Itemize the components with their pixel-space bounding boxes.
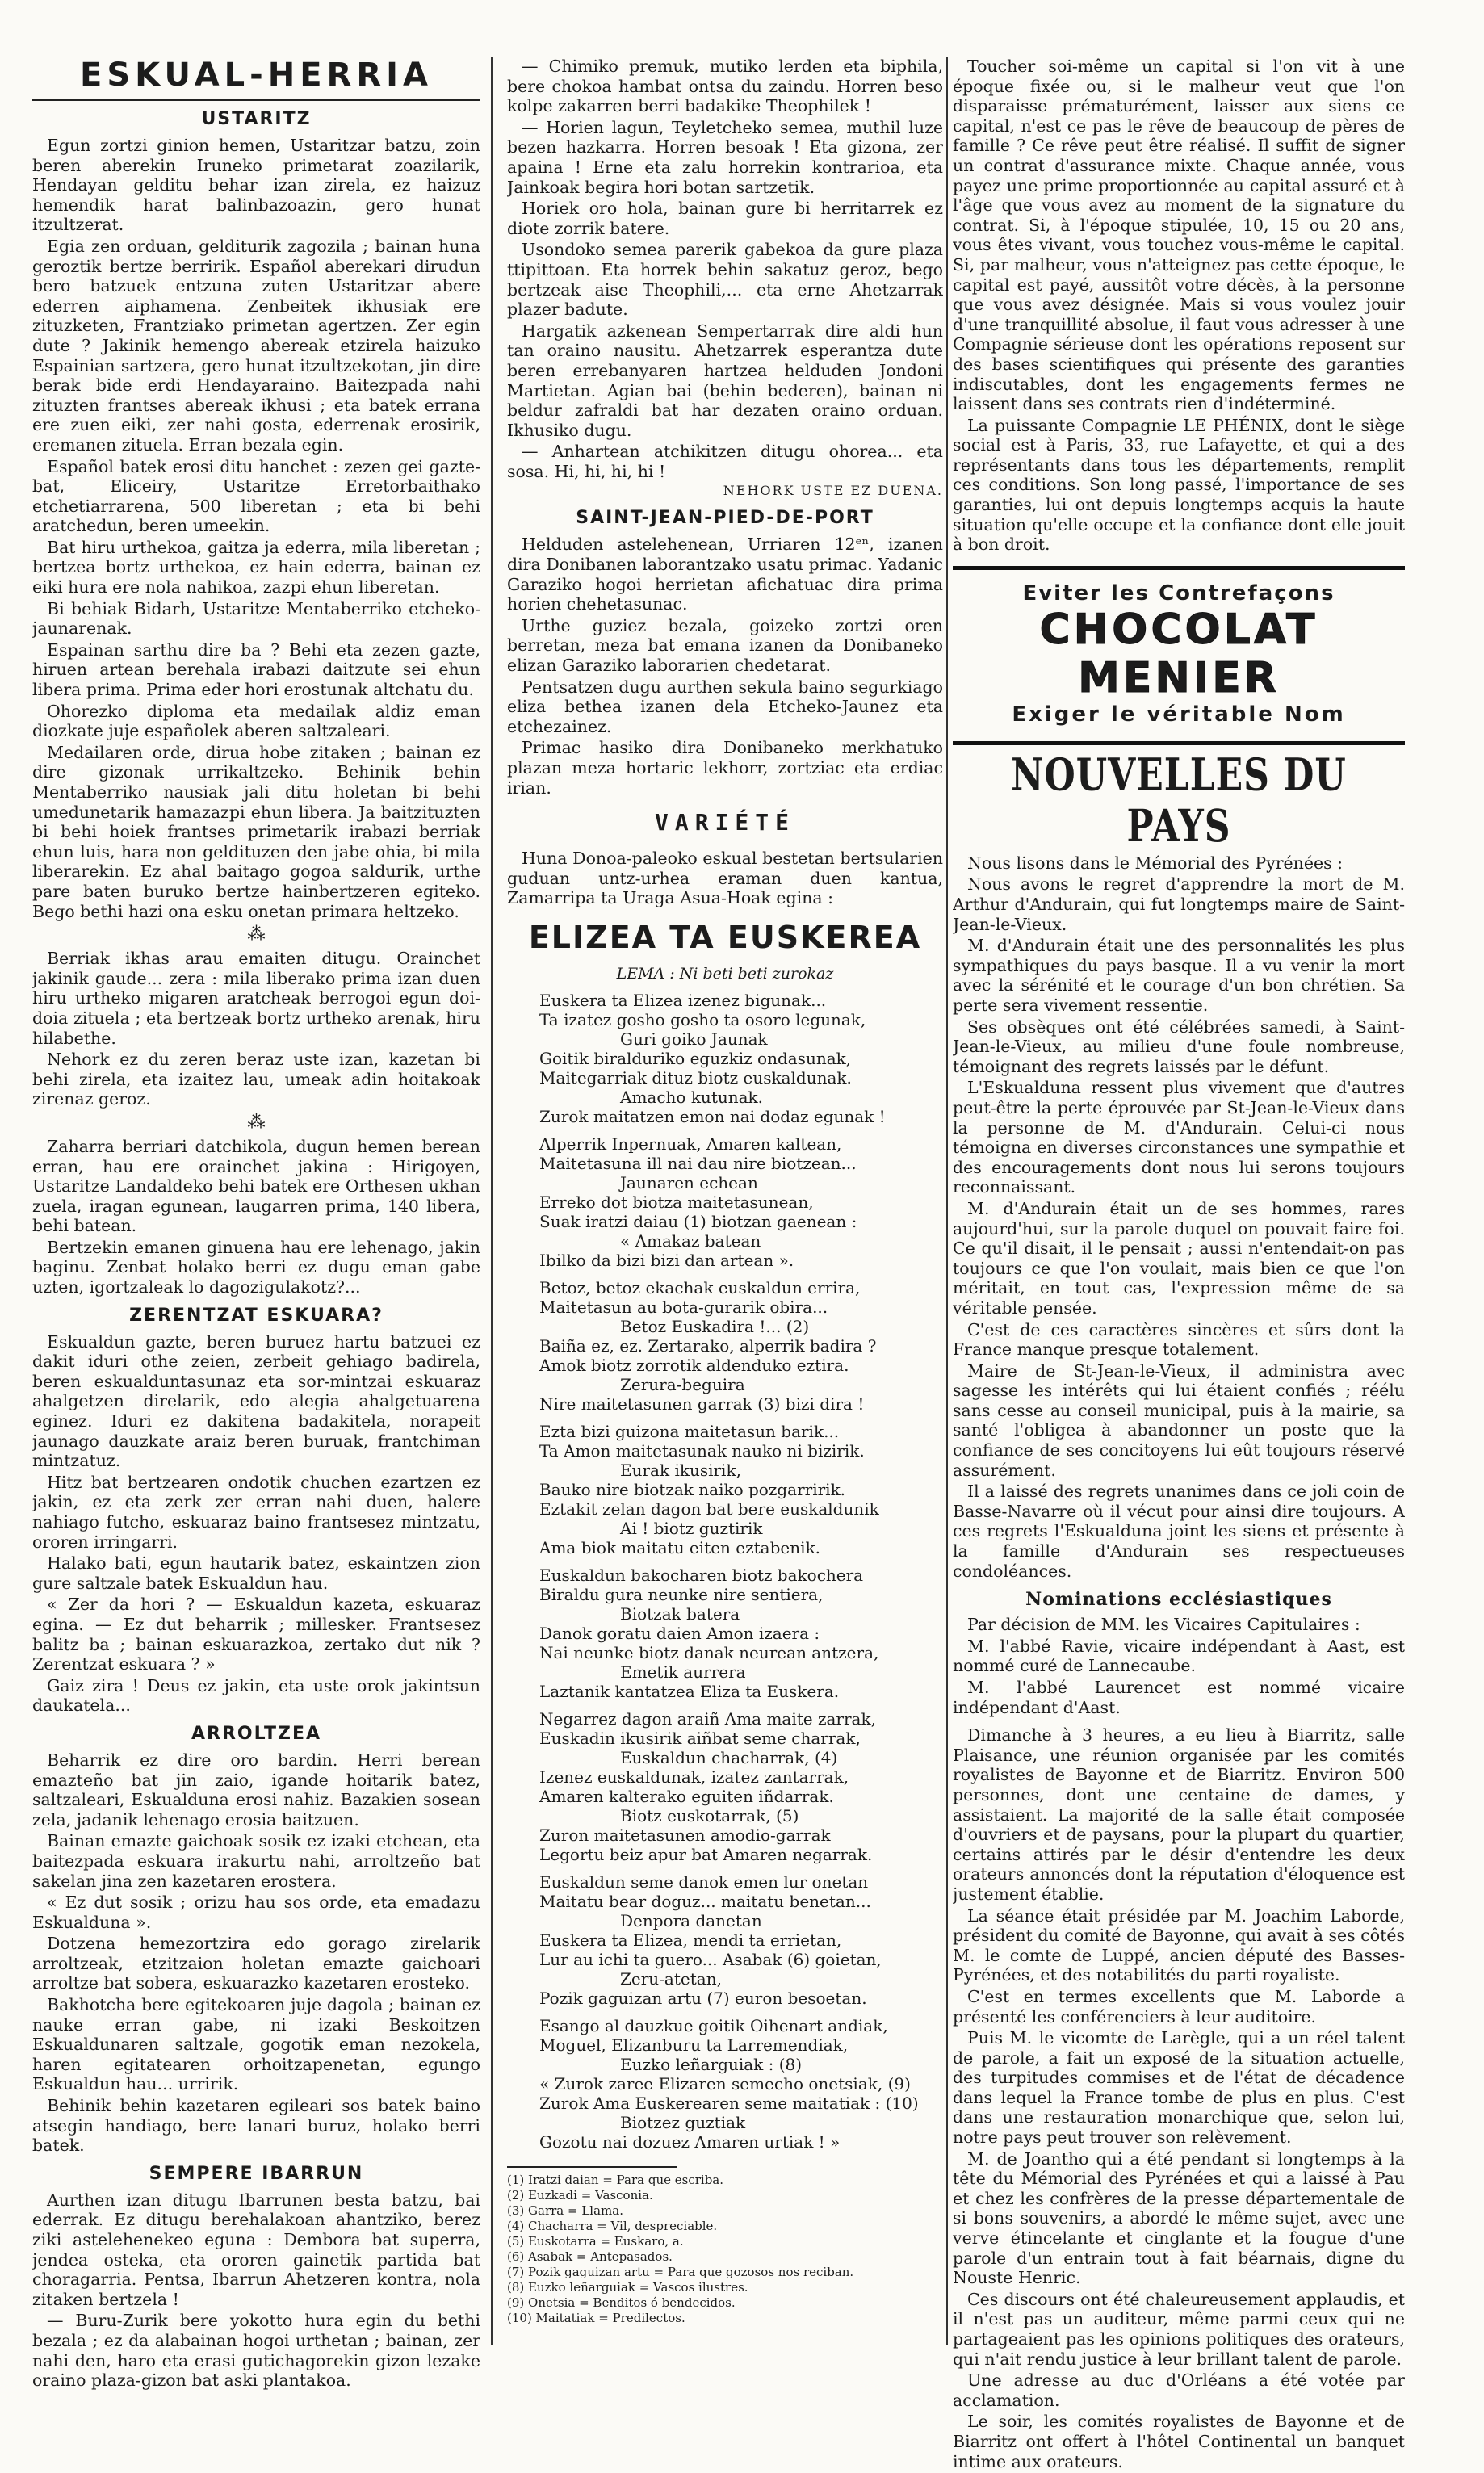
column-eskual-herria [32,57,480,2392]
poem-line: Ta izatez gosho gosho ta osoro legunak, [539,1009,866,1029]
poem-line: Zerura-beguira [620,1374,745,1394]
poem-line: Negarrez dagon araiñ Ama maite zarrak, [539,1708,876,1729]
article-paragraph: — Chimiko premuk, mutiko lerden eta biphila, bere chokoa hambat ontsa du zaindu. Horren beso kolpe zakarren berri badakike Theophilek ! [507,57,943,116]
article-paragraph: Egun zortzi ginion hemen, Ustaritzar batzu, zoin beren aberekin Iruneko primetarat zoazilarik, Hendayan gelditu behar izan zirela, ez haizuz hemendik harat balinbazoazin, gero hunat itzultzerat. [32,136,480,235]
poem-line: Laztanik kantatzea Eliza ta Euskera. [539,1681,840,1701]
poem-line: Euskera ta Elizea izenez bigunak... [539,990,827,1010]
poem-line: Biotzak batera [620,1603,740,1624]
poem-line: Maitetasun au bota-gurarik obira... [539,1297,828,1317]
footnote: (1) Iratzi daian = Para que escriba. [507,2172,724,2187]
poem-line: Lur au ichi ta guero... Asabak (6) goietan, [539,1949,882,1969]
footnotes [507,2173,943,2326]
article-paragraph: M. l'abbé Ravie, vicaire indépendant à Aast, est nommé curé de Lannecaube. [953,1636,1405,1676]
article-paragraph: Egia zen orduan, gelditurik zagozila ; bainan huna geroztik bertze berririk. Español aberekari dirudun bero batzuek entzuna zuten Ustaritzar abere ederren aiphamena. Zenbeitek ikhusiak ere zituzketen, Frantziako primetan agertzen. Zer egin dute ? Jakinik hemengo abereak etzirela haizuko Espainian sartzera, gero hunat itzultzekotan, jin dire berak bide erdi Hendayaraino. Baitezpada nahi zituzten frantses abereak ikhusi ; eta batek errana ere zuen eiki, zer nahi gosta, ederrenak erosirik, eremanen zituela. Erran bezala egin. [32,236,480,455]
poem-line: Eztakit zelan dagon bat bere euskaldunik [539,1498,879,1519]
section-title: USTARITZ [201,109,312,129]
article-paragraph: — Buru-Zurik bere yokotto hura egin du bethi bezala ; ez da alabainan hogoi urthetan ; bainan, zer nahi den, haro eta erasi gutichagorekin gizon lezake oraino plaza-gizon bat aski plantakoa. [32,2311,480,2391]
ad-le-phenix [953,57,1405,555]
poem-line: Esango al dauzkue goitik Oihenart andiak, [539,2015,888,2035]
signature: NEHORK USTE EZ DUENA. [723,483,943,499]
column-divider [946,57,948,2345]
poem-line: Euskaldun seme danok emen lur onetan [539,1872,869,1892]
column-middle [507,57,943,2326]
poem-line: Danok goratu daien Amon izaera : [539,1623,820,1643]
poem-line: Moguel, Elizanburu ta Larremendiak, [539,2035,849,2055]
article-paragraph: Ses obsèques ont été célébrées samedi, à Saint-Jean-le-Vieux, au milieu d'une foule nombreuse, témoignant des regrets laissés par le défunt. [953,1016,1405,1076]
poem-stanza [507,1134,943,1270]
poem-line: Nire maitetasunen garrak (3) bizi dira ! [539,1394,865,1414]
ad-menier-line1: Eviter les Contrefaçons [1022,581,1335,606]
poem-line: Emetik aurrera [620,1662,746,1682]
poem-line: Amaren kalterako eguiten iñdarrak. [539,1786,834,1806]
footnote: (8) Euzko leñarguiak = Vascos ilustres. [507,2279,748,2295]
poem-line: Suak iratzi daiau (1) biotzan gaenean : [539,1211,857,1231]
poem-line: Euskera ta Elizea, mendi ta errietan, [539,1930,842,1950]
poem-line: Pozik gaguizan artu (7) euron besoetan. [539,1988,867,2008]
article-paragraph: Español batek erosi ditu hanchet : zezen gei gazte-bat, Eliceiry, Ustaritze Erretorbaithako etchetiarrarena, 500 liberetan ; eta bi behi aratchedun, beren umeekin. [32,456,480,536]
poem-line: Zurok maitatzen emon nai dodaz egunak ! [539,1106,886,1126]
poem-line: « Amakaz batean [620,1230,761,1251]
article-paragraph: Ces discours ont été chaleureusement applaudis, et il n'est pas un auditeur, même parmi ceux qui ne partageaient pas les opinions politiques des orateurs, qui n'ait rendu justice à leur brillant talent de parole. [953,2289,1405,2369]
article-paragraph: Hargatik azkenean Sempertarrak dire aldi hun tan oraino nausitu. Ahetzarrek esperantza dute beren errebanyaren hartzea helduden Jondoni Martietan. Agian bai (behin bederen), bainan ni beldur zafraldi bat har dezaten oraino orduan. Ikhusiko dugu. [507,321,943,440]
footnote: (2) Euzkadi = Vasconia. [507,2187,653,2203]
variete-heading: VARIÉTÉ [654,809,795,836]
article-paragraph: — Anhartean atchikitzen ditugu ohorea... eta sosa. Hi, hi, hi, hi ! [507,442,943,481]
article-paragraph: M. d'Andurain était une des personnalités les plus sympathiques du pays basque. Il a vu venir la mort avec la sérénité et le courage d'un bon chrétien. Sa perte sera vivement ressentie. [953,936,1405,1015]
article-paragraph: Puis M. le vicomte de Larègle, qui a un réel talent de parole, a fait un exposé de la situation actuelle, des turpitudes commises et de l'état de décadence dans lequel la France tombe de plus en plus. C'est dans une restauration monarchique que, selon lui, notre pays peut trouver son relèvement. [953,2028,1405,2148]
article-paragraph: L'Eskualduna ressent plus vivement que d'autres peut-être la perte éprouvée par St-Jean-le-Vieux dans la personne de M. d'Andurain. Celui-ci nous témoigna en diverses circonstances une sympathie et des encouragements dont nous lui serons toujours reconnaissant. [953,1078,1405,1197]
poem-line: Legortu beiz apur bat Amaren negarrak. [539,1844,873,1864]
poem-stanza [507,1566,943,1701]
footnote: (9) Onetsia = Benditos ó bendecidos. [507,2295,736,2310]
section-title: ZERENTZAT ESKUARA? [129,1305,384,1326]
nouvelles-body [953,874,1405,1581]
article-paragraph: Dimanche à 3 heures, a eu lieu à Biarritz, salle Plaisance, une réunion organisée par les comités royalistes de Bayonne et de Biarritz. Environ 500 personnes, dont une centaine de dames, y assistaient. La majorité de la salle était composée d'ouvriers et de paysans, pour la plupart du quartier, certains attirés par le désir d'entendre les deux orateurs annoncés dont la réputation d'éloquence est justement établie. [953,1725,1405,1904]
footnote: (7) Pozik gaguizan artu = Para que gozosos nos reciban. [507,2264,854,2279]
eskual-herria-sections [32,109,480,2391]
poem-stanza [507,991,943,1126]
poem-line: Biotzez guztiak [620,2112,746,2132]
article-paragraph: C'est de ces caractères sincères et sûrs dont la France manque presque totalement. [953,1319,1405,1360]
nouvelles-intro: Nous lisons dans le Mémorial des Pyrénées : [967,853,1344,873]
article-paragraph: Bakhotcha bere egitekoaren juje dagola ; bainan ez nauke erran gabe, ni izaki Beskoitzen Eskualdunaren saltzale, gogotik eman nezokela, haren egitatearen orhoitzapenetan, egungo Eskualdun hau... urririk. [32,1995,480,2094]
poem-body [507,991,943,2152]
article-paragraph: M. d'Andurain était un de ses hommes, rares aujourd'hui, sur la parole duquel on pouvait faire foi. Ce qu'il disait, il le pensait ; aussi n'entendait-on pas toujours ce que l'on voulait, mais bien ce que l'on méritait, en tout cas, l'expression même de sa véritable pensée. [953,1198,1405,1318]
section-title-saint-jean: SAINT-JEAN-PIED-DE-PORT [576,508,874,529]
poem-line: Biraldu gura neunke nire sentiera, [539,1584,824,1604]
footnote: (3) Garra = Llama. [507,2203,623,2218]
poem-line: Ta Amon maitetasunak nauko ni bizirik. [539,1440,865,1461]
article-paragraph: Par décision de MM. les Vicaires Capitulaires : [967,1615,1360,1635]
article-paragraph: Halako bati, egun hautarik batez, eskaintzen zion gure saltzale batek Eskualdun hau. [32,1553,480,1593]
article-paragraph: M. l'abbé Laurencet est nommé vicaire indépendant d'Aast. [953,1678,1405,1717]
article-paragraph: Ohorezko diploma eta medailak aldiz eman diozkate juje españolek aberen saltzaleari. [32,701,480,741]
article-paragraph: Une adresse au duc d'Orléans a été votée par acclamation. [953,2370,1405,2410]
article-paragraph: Helduden astelehenean, Urriaren 12ᵉⁿ, izanen dira Donibanen laborantzako usatu primac. Yadanic Garaziko hogoi herrietan afichatuac dira prima horien chehetasunac. [507,534,943,614]
poem-stanza [507,1872,943,2008]
poem-line: Amacho kutunak. [620,1087,764,1107]
poem-line: Izenez euskaldunak, izatez zantarrak, [539,1767,849,1787]
poem-line: Ama biok maitatu eiten eztabenik. [539,1537,820,1557]
section-stars: ⁂ [247,1112,266,1133]
section-title: SEMPERE IBARRUN [149,2163,364,2184]
article-paragraph: Hitz bat bertzearen ondotik chuchen ezartzen ez jakin, ez eta zerk zer erran nahi duen, halere nahiago futcho, eskuaraz baino frantsesez mintzatu, ororen irringarri. [32,1472,480,1552]
article-paragraph: Eskualdun gazte, beren buruez hartu batzuei ez dakit iduri othe zeien, zerbeit gehiago badirela, beren eskualduntasunaz eta sor-mintzai eskuaraz ahalgetzen direlarik, edo alegia ahalgetuarena eginez. Iduri ez dakitena badakitela, norapeit jaunago dauzkate araiz beren buruak, frantchiman mintzatuz. [32,1331,480,1471]
article-paragraph: Zaharra berriari datchikola, dugun hemen berean erran, hau ere orainchet jakina : Hirigoyen, Ustaritze Landaldeko behi batek ere Orthesen ukhan zuela, iragan egunean, laugarren prima, 140 libera, behi batean. [32,1136,480,1236]
article-paragraph: Maire de St-Jean-le-Vieux, il administra avec sagesse les intérêts qui lui étaient confiés ; réélu sans cesse au conseil municipal, puis à la mairie, sa santé l'obligea à abandonner un poste que la confiance de ses concitoyens lui eût toujours réservé assurément. [953,1360,1405,1480]
poem-line: Ai ! biotz guztirik [620,1518,763,1538]
section-title: ARROLTZEA [191,1723,321,1744]
saint-jean-article [507,534,943,798]
ad-separator [953,566,1405,570]
poem-line: Amok biotz zorrotik aldenduko eztira. [539,1355,849,1375]
article-paragraph: Nehork ez du zeren beraz uste izan, kazetan bi behi zirela, eta izaitez lau, umeak adin hoitakoak zirenaz geroz. [32,1050,480,1109]
poem-lema: LEMA : Ni beti beti zurokaz [616,964,834,983]
poem-line: Ezta bizi guizona maitetasun barik... [539,1421,840,1441]
ad-chocolat-menier [953,581,1405,727]
poem-line: Jaunaren echean [620,1172,758,1192]
article-paragraph: Berriak ikhas arau emaiten ditugu. Orainchet jakinik gaude... zera : mila liberako prima izan duen hiru urtheko migaren aratcheak berrogoi egun doi-doia zituela ; eta bertzeak bortz urtheko arenak, hiru hilabethe. [32,949,480,1048]
poem-line: Euzko leñarguiak : (8) [620,2054,803,2074]
poem-line: Betoz, betoz ekachak euskaldun errira, [539,1277,861,1297]
poem-line: Euskaldun chacharrak, (4) [620,1747,838,1767]
masthead-title: ESKUAL-HERRIA [32,57,480,101]
article-paragraph: Bat hiru urthekoa, gaitza ja ederra, mila liberetan ; bertzea bortz urthekoa, ez hain ederra, bainan ez eiki hura ere nola nahikoa, zazpi ehun liberetan. [32,537,480,597]
article-paragraph: Le soir, les comités royalistes de Bayonne et de Biarritz ont offert à l'hôtel Continental un banquet intime aux orateurs. [953,2412,1405,2471]
poem-line: Maitatu bear doguz... maitatu benetan... [539,1891,871,1911]
ad-paragraph: La puissante Compagnie LE PHÉNIX, dont le siège social est à Paris, 33, rue Lafayette, et qui a des représentants dans tous les départements, remplit ces conditions. Son long passé, l'importance de ses garanties, lui ont depuis longtemps acquis la haute situation qu'elle occupe et la confiance dont elle jouit à bon droit. [953,415,1405,555]
poem-line: Guri goiko Jaunak [620,1029,768,1049]
poem-line: Betoz Euskadira !... (2) [620,1316,810,1336]
article-paragraph: La séance était présidée par M. Joachim Laborde, président du comité de Bayonne, qui avait à ses côtés M. le comte de Luppé, ancien député des Basses-Pyrénées, et des notabilités du parti royaliste. [953,1905,1405,1985]
article-paragraph: Usondoko semea parerik gabekoa da gure plaza ttipittoan. Eta horrek behin sakatuz geroz, bego bertzeak aise Theophili,... eta erne Ahetzarrak plazer badute. [507,240,943,320]
poem-line: Zuron maitetasunen amodio-garrak [539,1825,831,1845]
ad-menier-line3: MENIER [1078,653,1280,702]
nominations-body [953,1615,1405,1717]
poem-line: Bauko nire biotzak naiko pozgarririk. [539,1479,846,1499]
poem-line: Goitik biralduriko eguzkiz ondasunak, [539,1048,852,1068]
poem-line: Zeru-atetan, [620,1968,722,1989]
article-paragraph: Bertzekin emanen ginuena hau ere lehenago, jakin baginu. Zenbat holako berri ez dugu eman gabe uzten, igortzaleak lo dagozigulakotz?... [32,1237,480,1297]
article-paragraph: Dotzena hemezortzira edo gorago zirelarik arroltzeak, etzitzaion holetan emazte gaichoari arroltze bat sobera, eskuarazko kazetaren erosteko. [32,1934,480,1993]
footnote: (10) Maitatiak = Predilectos. [507,2310,685,2325]
article-paragraph: Nous avons le regret d'apprendre la mort de M. Arthur d'Andurain, qui fut longtemps maire de Saint-Jean-le-Vieux. [953,874,1405,934]
article-paragraph: Behinik behin kazetaren egileari sos batek baino atsegin handiago, bere lanari buruz, holako berri batek. [32,2096,480,2156]
article-paragraph: « Zer da hori ? — Eskualdun kazeta, eskuaraz egina. — Ez dut beharrik ; millesker. Frantsesez balitz ba ; bainan eskuarazkoa, zertako dut nik ? Zerentzat eskuara ? » [32,1595,480,1675]
article-paragraph: C'est en termes excellents que M. Laborde a présenté les conférenciers à leur auditoire. [953,1986,1405,2027]
article-paragraph: Il a laissé des regrets unanimes dans ce joli coin de Basse-Navarre où il vécut pour ainsi dire toujours. A ces regrets l'Eskualduna joint les siens et présente à la famille d'Andurain ses respectueuses condoléances. [953,1482,1405,1581]
footnote-rule [507,2166,677,2173]
nouvelles-title: NOUVELLES DU PAYS [1011,749,1347,853]
article-paragraph: « Ez dut sosik ; orizu hau sos orde, eta emadazu Eskualduna ». [32,1892,480,1932]
poem-title: ELIZEA TA EUSKEREA [528,919,922,955]
poem-line: Euskadin ikusirik aiñbat seme charrak, [539,1728,861,1748]
poem-line: Gozotu nai dozuez Amaren urtiak ! » [539,2131,841,2152]
poem-stanza [507,1278,943,1414]
ad-menier-line2: CHOCOLAT [1039,605,1318,654]
sempere-continued [507,57,943,481]
ad-separator [953,741,1405,745]
article-paragraph: Pentsatzen dugu aurthen sekula baino segurkiago eliza bethea izanen dela Etcheko-Jaunez eta etchezainez. [507,677,943,736]
section-stars: ⁂ [247,924,266,945]
poem-line: Nai neunke biotz danak neurean antzera, [539,1642,879,1662]
footnote: (4) Chacharra = Vil, despreciable. [507,2218,718,2233]
article-paragraph: M. de Joantho qui a été pendant si longtemps à la tête du Mémorial des Pyrénées et qui a laissé à Pau et chez les confrères de la presse départementale de si bons souvenirs, a abordé le même sujet, avec une verve étincelante et cinglante et la fougue d'une parole d'un entrain tout à fait béarnais, digne du Nouste Henric. [953,2148,1405,2288]
poem-line: Baiña ez, ez. Zertarako, alperrik badira ? [539,1335,877,1356]
poem-line: Maitegarriak dituz biotz euskaldunak. [539,1067,852,1088]
article-paragraph: Urthe guziez bezala, goizeko zortzi oren berretan, meza bat emana izanen da Donibaneko elizan Garaziko laborarien chedetarat. [507,615,943,676]
poem-stanza [507,2016,943,2152]
article-paragraph: Aurthen izan ditugu Ibarrunen besta batzu, bai ederrak. Ez ditugu berehalakoan ahantziko, berez ziki astelehenekeo eguna : Dembora bat superra, jendea osteka, eta ororen gainetik partida bat choragarria. Pentsa, Ibarrun Ahetzeren kontra, nola zitaken bertzela ! [32,2190,480,2309]
article-paragraph: Bi behiak Bidarh, Ustaritze Mentaberriko etcheko-jaunarenak. [32,598,480,639]
article-paragraph: Medailaren orde, dirua hobe zitaken ; bainan ez dire gizonak urrikaltzeko. Behinik behin Mentaberriko nausiak jali ditu holetan bi behi umedunetarik hamazazpi ehun libera. Ja baitzituzten bi behi hoiek frantses primetarik irabazi berriak ehun luis, hara non geldituzen den jabe ohia, bi mila liberarekin. Ez ahal baitago gogoa saldurik, urthe pare baten buruko bertze hainbertzeren egiteko. Bego bethi hazi ona esku onetan primara heltzeko. [32,742,480,921]
poem-line: Euskaldun bakocharen biotz bakochera [539,1565,864,1585]
poem-stanza [507,1709,943,1864]
article-paragraph: Espainan sarthu dire ba ? Behi eta zezen gazte, hiruen artean berehala irabazi daitzute sei ehun libera prima. Prima eder hori erostunak altchatu du. [32,639,480,700]
ad-paragraph: Toucher soi-même un capital si l'on vit à une époque fixée ou, si le malheur veut que l'on disparaisse prématurément, laisser aux siens ce capital, n'est ce pas le rêve de beaucoup de pères de famille ? Ce rêve peut être réalisé. Il suffit de signer un contrat d'assurance mixte. Chaque année, vous payez une prime proportionnée au capital assuré et à l'âge que vous avez au moment de la signature du contrat. Si, à l'époque stipulée, 10, 15 ou 20 ans, vous êtes vivant, vous touchez vous-même le capital. Si, par malheur, vous n'atteignez pas cette époque, le capital est payé, aussitôt votre décès, à la personne que vous avez désignée. Mais si vous voulez jouir d'une tranquillité absolue, il faut vous adresser à une Compagnie sérieuse dont les opérations reposent sur des bases scientifiques qui présente des garanties indiscutables, dont les engagements fermes ne laissent dans ses contrats rien d'indéterminé. [953,57,1405,414]
dimanche-body [953,1725,1405,2471]
nominations-title: Nominations ecclésiastiques [1025,1589,1332,1611]
footnote: (5) Euskotarra = Euskaro, a. [507,2233,684,2249]
column-divider [491,57,493,2345]
footnote: (6) Asabak = Antepasados. [507,2249,673,2264]
column-right [953,57,1405,2473]
poem-stanza [507,1422,943,1557]
poem-line: Denpora danetan [620,1910,762,1930]
poem-line: « Zurok zaree Elizaren semecho onetsiak, (9) [539,2073,911,2094]
ad-menier-line4: Exiger le véritable Nom [1012,702,1346,727]
poem-line: Alperrik Inpernuak, Amaren kaltean, [539,1134,842,1154]
poem-line: Eurak ikusirik, [620,1460,741,1480]
poem-line: Zurok Ama Euskerearen seme maitatiak : (10) [539,2093,919,2113]
poem-line: Erreko dot biotza maitetasunean, [539,1192,814,1212]
poem-line: Biotz euskotarrak, (5) [620,1805,799,1825]
article-paragraph: — Horien lagun, Teyletcheko semea, muthil luze bezen hazkarra. Horren besoak ! Eta gizona, zer apaina ! Erne eta zalu horrekin kontrarioa, eta Jainkoak begira hori botan sartzetik. [507,117,943,197]
article-paragraph: Horiek oro hola, bainan gure bi herritarrek ez diote zorrik batere. [507,199,943,238]
variete-intro: Huna Donoa-paleoko eskual bestetan bertsularien guduan untz-urhea eraman duen kantua, Zamarripa ta Uraga Asua-Hoak egina : [507,849,943,908]
article-paragraph: Primac hasiko dira Donibaneko merkhatuko plazan meza hortaric lekhorr, zortziac eta erdiac irian. [507,738,943,798]
poem-line: Ibilko da bizi bizi dan artean ». [539,1250,794,1270]
article-paragraph: Gaiz zira ! Deus ez jakin, eta uste orok jakintsun daukatela... [32,1675,480,1716]
article-paragraph: Beharrik ez dire oro bardin. Herri berean emazteño bat jin zaio, igande hoitarik batez, saltzaleari, Eskualduna erosi nahiz. Bazakien sosean zela, jadanik lehenago erosia baitzuen. [32,1750,480,1830]
poem-line: Maitetasuna ill nai dau nire biotzean... [539,1153,857,1173]
article-paragraph: Bainan emazte gaichoak sosik ez izaki etchean, eta baitezpada eskuara irakurtu nahi, arroltzeño bat sakelan jina zen kazetaren erostera. [32,1831,480,1891]
